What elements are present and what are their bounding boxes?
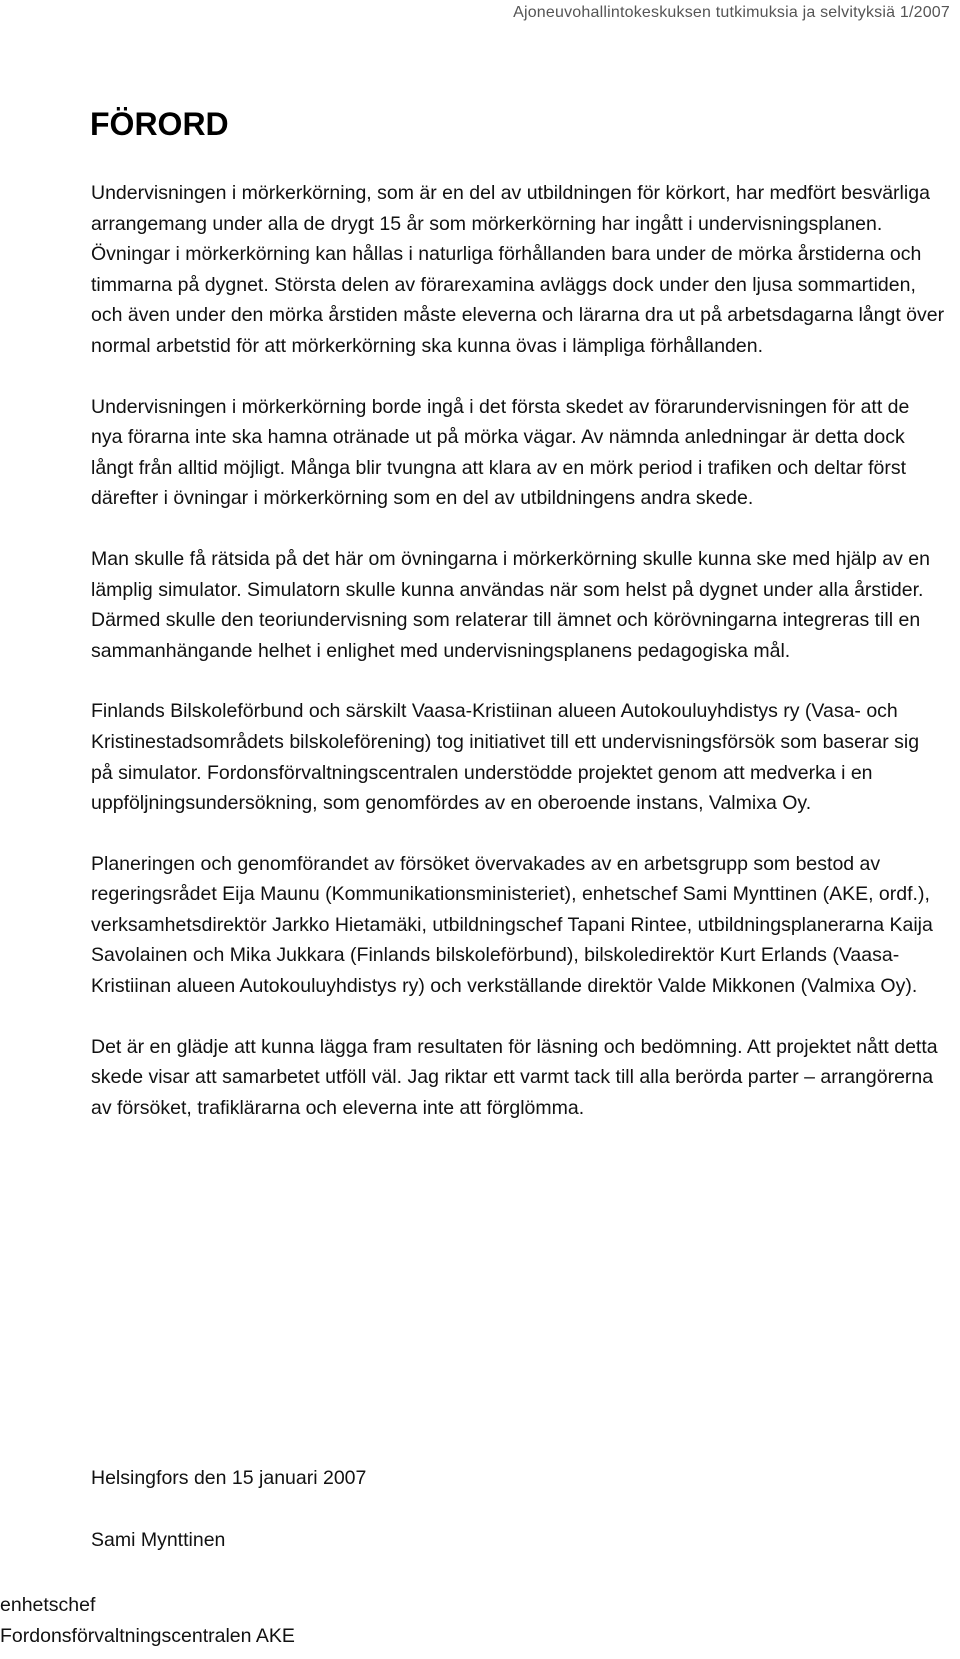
place-date: Helsingfors den 15 januari 2007 xyxy=(91,1467,367,1489)
signature-block xyxy=(91,1463,366,1494)
paragraph-6: Det är en glädje att kunna lägga fram resultaten för läsning och bedömning. Att projektet nått detta skede visar att samarbetet utföll väl. Jag riktar ett varmt tack till alla berörda parter – arrangörerna av försöket, trafiklärarna och eleverna inte att förglömma. xyxy=(91,1035,938,1119)
preface-body xyxy=(91,178,946,1153)
signer-role: enhetschef xyxy=(0,1594,96,1616)
page-title: FÖRORD xyxy=(90,106,229,142)
paragraph-2: Undervisningen i mörkerkörning borde ingå i det första skedet av förarundervisningen för att de nya förarna inte ska hamna otränade ut på mörka vägar. Av nämnda anledningar är detta dock långt från alltid möjligt. Många blir tvungna att klara av en mörk period i trafiken och deltar först därefter i övningar i mörkerkörning som en del av utbildningens andra skede. xyxy=(91,395,910,510)
signer-name: Sami Mynttinen xyxy=(91,1529,226,1551)
running-header: Ajoneuvohallintokeskuksen tutkimuksia ja selvityksiä 1/2007 xyxy=(513,4,950,21)
paragraph-1: Undervisningen i mörkerkörning, som är en del av utbildningen för körkort, har medfört besvärliga arrangemang under alla de drygt 15 år som mörkerkörning har ingått i undervisningsplanen. Övningar i mörkerkörning kan hållas i naturliga förhållanden bara under de mörka årstiderna och timmarna på dygnet. Största delen av förarexamina avläggs dock under den ljusa sommartiden, och även under den mörka årstiden måste eleverna och lärarna dra ut på arbetsdagarna långt över normal arbetstid för att mörkerkörning ska kunna övas i lämpliga förhållanden. xyxy=(91,182,945,357)
paragraph-4: Finlands Bilskoleförbund och särskilt Vaasa-Kristiinan alueen Autokouluyhdistys ry (Vasa- och Kristinestadsområdets bilskoleförening) tog initiativet till ett undervisningsförsök som baserar sig på simulator. Fordonsförvaltningscentralen understödde projektet genom att medverka i en uppföljningsundersökning, som genomfördes av en oberoende instans, Valmixa Oy. xyxy=(91,700,920,815)
paragraph-5: Planeringen och genomförandet av försöket övervakades av en arbetsgrupp som bestod av regeringsrådet Eija Maunu (Kommunikationsministeriet), enhetschef Sami Mynttinen (AKE, ordf.), verksamhetsdirektör Jarkko Hietamäki, utbildningschef Tapani Rintee, utbildningsplanerarna Kaija Savolainen och Mika Jukkara (Finlands bilskoleförbund), bilskoledirektör Kurt Erlands (Vaasa-Kristiinan alueen Autokouluyhdistys ry) och verkställande direktör Valde Mikkonen (Valmixa Oy). xyxy=(91,852,933,998)
signer-organization: Fordonsförvaltningscentralen AKE xyxy=(0,1625,295,1647)
paragraph-3: Man skulle få rätsida på det här om övningarna i mörkerkörning skulle kunna ske med hjälp av en lämplig simulator. Simulatorn skulle kunna användas när som helst på dygnet under alla årstider. Därmed skulle den teoriundervisning som relaterar till ämnet och körövningarna integreras till en sammanhängande helhet i enlighet med undervisningsplanens pedagogiska mål. xyxy=(91,547,930,662)
